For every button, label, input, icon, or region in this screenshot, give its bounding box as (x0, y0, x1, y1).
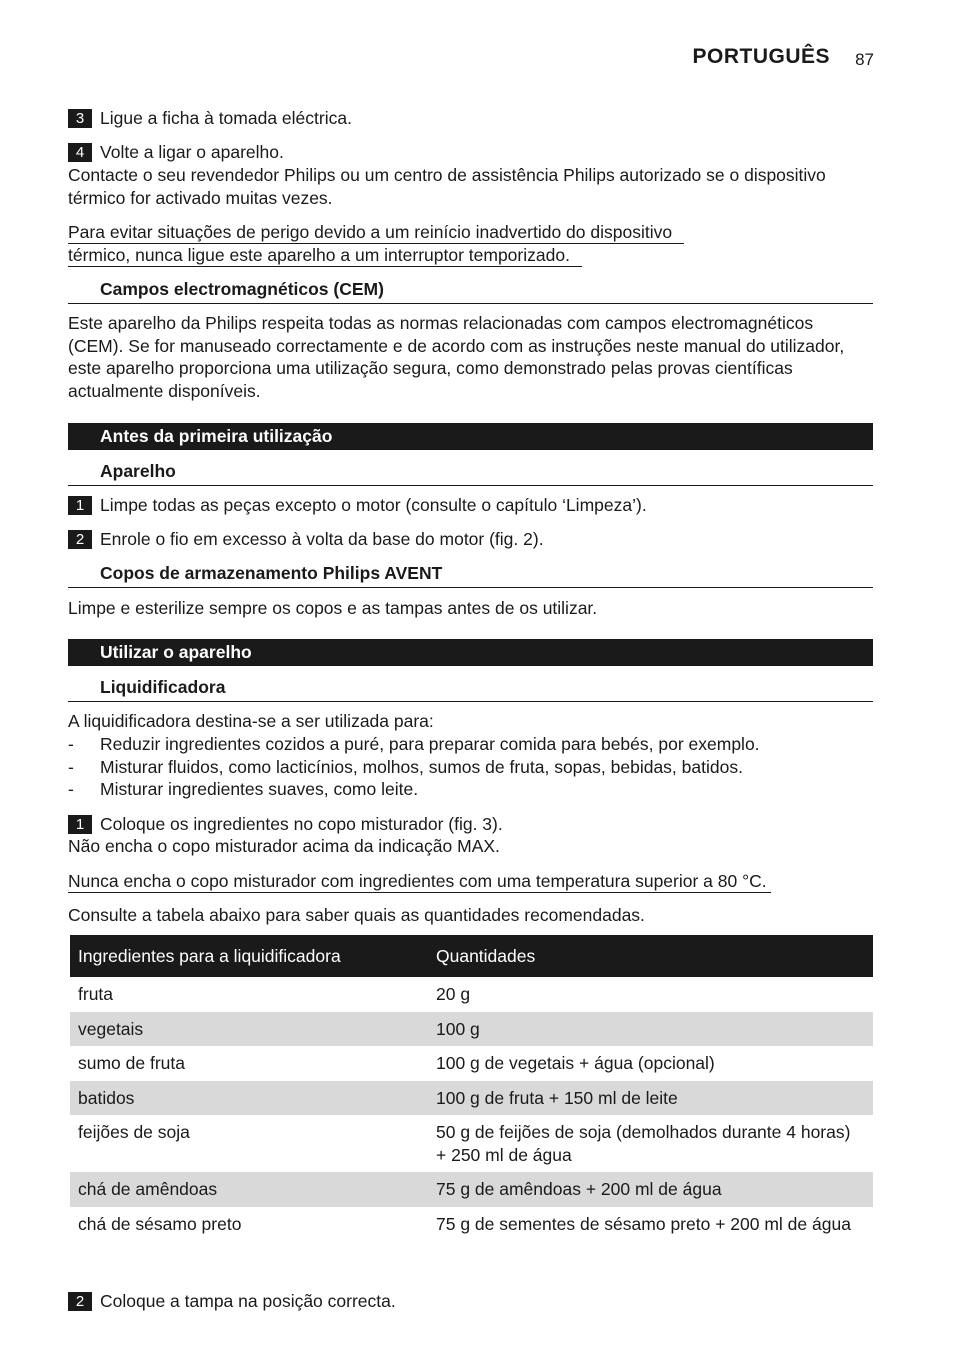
table-header-ingredients: Ingredientes para a liquidificadora (70, 935, 428, 977)
warning-text: Nunca encha o copo misturador com ingredientes com uma temperatura superior a 80 °C. (68, 871, 771, 893)
table-cell: 100 g de vegetais + água (opcional) (436, 1053, 715, 1073)
subheading-cem (68, 278, 873, 304)
table-row (70, 1115, 873, 1172)
list-item-text: Reduzir ingredientes cozidos a puré, para preparar comida para bebés, por exemplo. (100, 734, 760, 754)
table-header-row (70, 935, 873, 977)
subheading-cups (68, 562, 873, 588)
section-title: Utilizar o aparelho (100, 642, 252, 662)
subheading-label: Aparelho (100, 461, 176, 481)
section-title: Antes da primeira utilização (100, 426, 333, 446)
subheading-label: Liquidificadora (100, 677, 226, 697)
warning-text: Para evitar situações de perigo devido a um reinício inadvertido do dispositivo (68, 222, 684, 244)
table-cell: chá de sésamo preto (78, 1213, 242, 1234)
step-text: Limpe todas as peças excepto o motor (consulte o capítulo ‘Limpeza’). (100, 495, 647, 515)
step-number: 2 (68, 530, 92, 549)
table-cell: chá de amêndoas (70, 1172, 428, 1207)
table-row (70, 1012, 873, 1047)
blender-intro: A liquidificadora destina-se a ser utilizada para: (68, 711, 434, 731)
step-4 (68, 141, 873, 164)
step-3 (68, 107, 873, 130)
table-row (70, 1172, 873, 1207)
warning-temperature (68, 870, 771, 893)
table-cell: feijões de soja (78, 1122, 190, 1142)
table-cell: batidos (70, 1081, 428, 1116)
table-row (70, 1207, 873, 1242)
cups-text: Limpe e esterilize sempre os copos e as tampas antes de os utilizar. (68, 598, 598, 618)
step-number: 2 (68, 1292, 92, 1311)
table-cell: 50 g de feijões de soja (demolhados durante 4 horas) + 250 ml de água (436, 1122, 851, 1165)
table-cell: vegetais (70, 1012, 428, 1047)
table-cell: 20 g (436, 984, 471, 1004)
table-row (70, 1046, 873, 1081)
table-cell: sumo de fruta (78, 1053, 185, 1073)
step-number: 1 (68, 496, 92, 515)
list-item-text: Misturar ingredientes suaves, como leite. (100, 779, 419, 799)
list-item-text: Misturar fluidos, como lacticínios, molhos, sumos de fruta, sopas, bebidas, batidos. (100, 757, 743, 777)
step-1-blender (68, 813, 873, 836)
table-row (70, 1081, 873, 1116)
step-number: 4 (68, 143, 92, 162)
step-text: Coloque os ingredientes no copo misturador (fig. 3). (100, 814, 503, 834)
section-bar-using (68, 639, 873, 666)
step-number: 1 (68, 815, 92, 834)
table-cell: 100 g (428, 1012, 873, 1047)
step-text: Volte a ligar o aparelho. (100, 142, 284, 162)
table-cell: 75 g de sementes de sésamo preto + 200 ml de água (436, 1213, 851, 1234)
subheading-label: Campos electromagnéticos (CEM) (100, 279, 384, 299)
warning-text: térmico, nunca ligue este aparelho a um interruptor temporizado. (68, 245, 582, 267)
table-row (70, 977, 873, 1012)
step-text: Enrole o fio em excesso à volta da base do motor (fig. 2). (100, 529, 544, 549)
contact-note: Contacte o seu revendedor Philips ou um centro de assistência Philips autorizado se o dispositivo térmico for activado muitas vezes. (68, 165, 826, 208)
step-text: Coloque a tampa na posição correcta. (100, 1291, 396, 1311)
table-cell: 75 g de amêndoas + 200 ml de água (428, 1172, 873, 1207)
table-intro: Consulte a tabela abaixo para saber quais as quantidades recomendadas. (68, 905, 645, 925)
step-number: 3 (68, 109, 92, 128)
subheading-blender (68, 676, 873, 702)
subheading-appliance (68, 460, 873, 486)
section-bar-before-first-use (68, 423, 873, 450)
cem-text: Este aparelho da Philips respeita todas as normas relacionadas com campos electromagnéticos (CEM). Se for manuseado correctamente e de acordo com as instruções neste manual do utilizador, este aparelho proporciona uma utilização segura, como demonstrado pelas provas científicas actualmente disponíveis. (68, 313, 845, 401)
table-cell: 100 g de fruta + 150 ml de leite (428, 1081, 873, 1116)
step-text: Ligue a ficha à tomada eléctrica. (100, 108, 352, 128)
subheading-label: Copos de armazenamento Philips AVENT (100, 563, 443, 583)
step-2-blender (68, 1290, 873, 1313)
page-number: 87 (855, 50, 874, 69)
warning-line-1 (68, 221, 684, 244)
header-language: PORTUGUÊS (692, 45, 830, 68)
table-cell: fruta (78, 984, 114, 1004)
step-2 (68, 528, 873, 551)
step-1 (68, 494, 873, 517)
quantities-table (70, 935, 873, 1241)
step-1-note: Não encha o copo misturador acima da indicação MAX. (68, 836, 500, 856)
table-header-quantities: Quantidades (428, 935, 873, 977)
warning-line-2 (68, 244, 582, 267)
